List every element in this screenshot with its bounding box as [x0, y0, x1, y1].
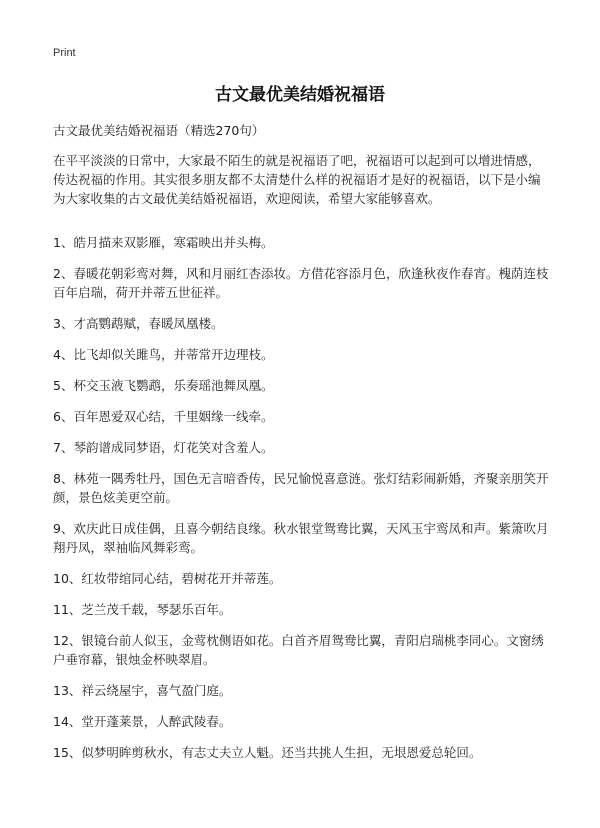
list-item: 11、芝兰茂千载，琴瑟乐百年。 [53, 602, 232, 617]
list-item: 8、林苑一隅秀牡丹，国色无言暗香传，民兄愉悦喜意涟。张灯结彩闹新婚，齐聚亲朋笑开颜，景色炫美更空前。 [53, 471, 549, 505]
list-item: 15、似梦明眸剪秋水，有志丈夫立人魁。还当共挑人生担，无垠恩爱总轮回。 [53, 745, 482, 760]
list-item: 14、堂开蓬莱景，人醉武陵春。 [53, 714, 232, 729]
subtitle: 古文最优美结婚祝福语（精选270句） [53, 123, 265, 138]
page-title: 古文最优美结婚祝福语 [215, 85, 385, 105]
list-item: 10、红妆带绾同心结，碧树花开并蒂莲。 [53, 571, 282, 586]
list-item: 12、银镜台前人似玉，金莺枕侧语如花。白首齐眉鸳鸯比翼，青阳启瑞桃李同心。文窗绣户垂帘幕，银烛金杯映翠眉。 [53, 633, 544, 667]
list-item: 7、琴韵谱成同梦语，灯花笑对含羞人。 [53, 440, 274, 455]
list-item: 9、欢庆此日成佳偶，且喜今朝结良缘。秋水银堂鸳鸯比翼，天风玉宇鸾凤和声。紫箫吹月翔丹凤，翠袖临风舞彩鸾。 [53, 521, 549, 555]
intro-paragraph: 在平平淡淡的日常中，大家最不陌生的就是祝福语了吧，祝福语可以起到可以增进情感，传达祝福的作用。其实很多朋友都不太清楚什么样的祝福语才是好的祝福语，以下是小编为大家收集的古文最优美结婚祝福语，欢迎阅读，希望大家能够喜欢。 [53, 153, 541, 206]
list-item: 4、比飞却似关雎鸟，并蒂常开边理枝。 [53, 347, 274, 362]
list-item: 3、才高鹦鹉赋，春暖凤凰楼。 [53, 316, 224, 331]
list-item: 1、皓月描来双影雁，寒霜映出并头梅。 [53, 235, 274, 250]
print-link[interactable]: Print [53, 47, 76, 59]
list-item: 2、春暖花朝彩鸾对舞，风和月丽红杏添妆。方借花容添月色，欣逢秋夜作春宵。槐荫连枝百年启瑞，荷开并蒂五世征祥。 [53, 266, 549, 300]
blessing-list [53, 233, 551, 774]
list-item: 6、百年恩爱双心结，千里姻缘一线牵。 [53, 409, 274, 424]
list-item: 5、杯交玉液飞鹦鹉，乐奏瑶池舞凤凰。 [53, 378, 274, 393]
list-item: 13、祥云绕屋宇，喜气盈门庭。 [53, 683, 232, 698]
